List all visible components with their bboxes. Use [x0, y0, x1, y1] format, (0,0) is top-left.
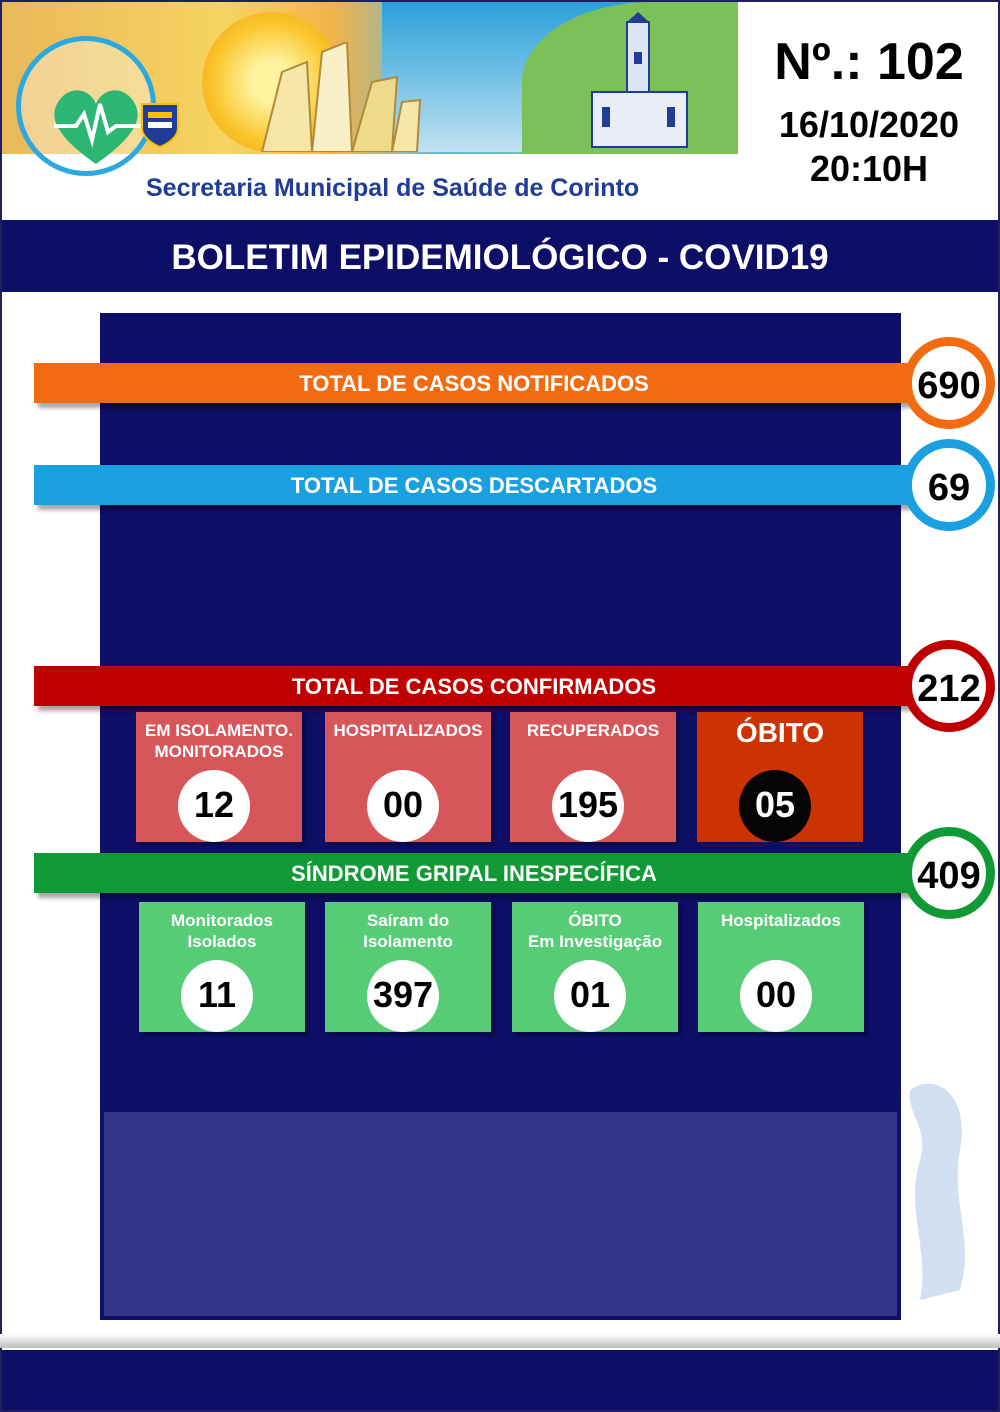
header-banner: [2, 2, 738, 216]
card-recuperados-value: 195: [557, 784, 619, 825]
confirmados-value: 212: [917, 668, 981, 710]
card-monitorados-label: Monitorados Isolados: [171, 911, 273, 951]
card-obito-investigacao: [512, 902, 678, 1032]
card-obito-circle: [739, 770, 811, 842]
card-hospitalizados: [325, 712, 491, 842]
card-hospitalizados-value: 00: [382, 784, 424, 825]
heart-icon: [46, 86, 146, 166]
notificados-value: 690: [917, 365, 981, 407]
card-isolamento-label: EM ISOLAMENTO. MONITORADOS: [145, 721, 293, 761]
confirmados-label: TOTAL DE CASOS CONFIRMADOS: [291, 674, 657, 699]
card-sairam-value: 397: [372, 974, 434, 1015]
sindrome-bar: [34, 853, 914, 893]
card-obito-label: ÓBITO: [735, 717, 825, 748]
issue-date: 16/10/2020: [778, 104, 960, 145]
card-monitorados-circle: [181, 960, 253, 1032]
footer-bar: [2, 1350, 998, 1410]
issue-box: [740, 2, 998, 216]
card-hospitalizados-circle: [367, 770, 439, 842]
card-recuperados: [510, 712, 676, 842]
descartados-bubble: [903, 439, 995, 531]
issue-time: 20:10H: [809, 148, 929, 189]
card-recuperados-circle: [552, 770, 624, 842]
card-hospitalizados-sg-circle: [740, 960, 812, 1032]
card-isolamento-circle: [178, 770, 250, 842]
issue-number: Nº.: 102: [774, 33, 964, 91]
card-hospitalizados-sg-value: 00: [755, 974, 797, 1015]
confirmados-bubble: [903, 640, 995, 732]
card-sairam: [325, 902, 491, 1032]
confirmados-bar: [34, 666, 914, 706]
title-bar: [2, 220, 998, 292]
descartados-bar: [34, 465, 914, 505]
card-hospitalizados-label: HOSPITALIZADOS: [333, 721, 483, 740]
notificados-label: TOTAL DE CASOS NOTIFICADOS: [299, 371, 649, 396]
card-monitorados-value: 11: [197, 974, 237, 1015]
notificados-bar: [34, 363, 914, 403]
descartados-label: TOTAL DE CASOS DESCARTADOS: [290, 473, 658, 498]
card-recuperados-label: RECUPERADOS: [526, 721, 660, 740]
page-title: BOLETIM EPIDEMIOLÓGICO - COVID19: [171, 238, 829, 277]
card-obito-investigacao-label: ÓBITO Em Investigação: [527, 911, 663, 951]
card-obito-investigacao-value: 01: [569, 974, 611, 1015]
footer-shadow: [0, 1334, 1000, 1348]
card-obito-value: 05: [754, 784, 796, 825]
crest-watermark-icon: [900, 1070, 980, 1310]
sindrome-value: 409: [917, 855, 981, 897]
card-monitorados: [139, 902, 305, 1032]
card-hospitalizados-sg: [698, 902, 864, 1032]
card-obito: [697, 712, 863, 842]
crystals-illustration: [252, 42, 422, 152]
descartados-value: 69: [927, 467, 971, 509]
card-isolamento-value: 12: [193, 784, 235, 825]
card-hospitalizados-sg-label: Hospitalizados: [721, 911, 841, 930]
lower-panel: [104, 1112, 897, 1316]
church-illustration: [582, 12, 692, 152]
secretaria-caption: Secretaria Municipal de Saúde de Corinto: [146, 174, 640, 202]
notificados-bubble: [903, 337, 995, 429]
sindrome-bubble: [903, 827, 995, 919]
card-obito-investigacao-circle: [554, 960, 626, 1032]
card-sairam-circle: [367, 960, 439, 1032]
card-isolamento: [136, 712, 302, 842]
card-sairam-label: Saíram do Isolamento: [363, 911, 453, 951]
sindrome-label: SÍNDROME GRIPAL INESPECÍFICA: [291, 861, 657, 886]
city-crest-icon: [140, 100, 180, 148]
